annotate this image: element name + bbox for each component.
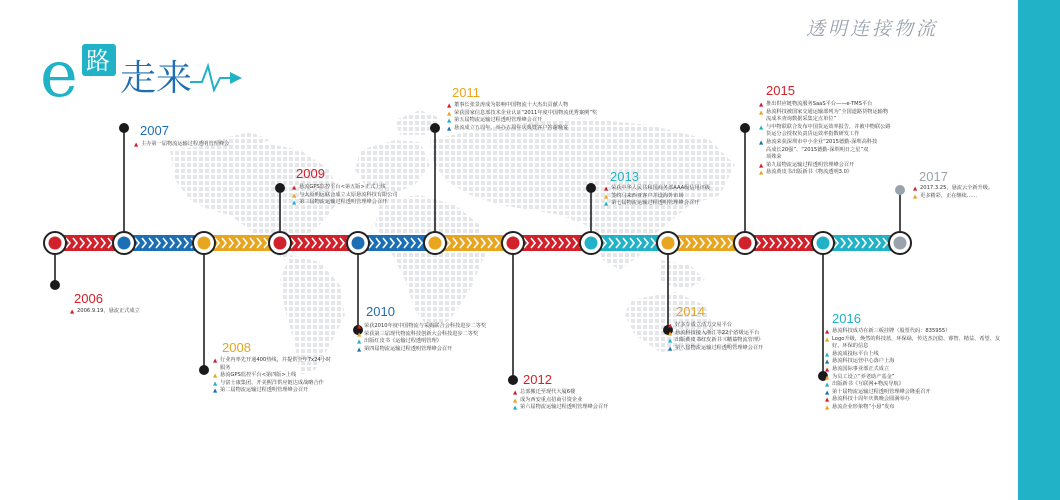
milestone-item-text: 悬流成立五周年，举办五周年庆典暨客户答谢晚宴 [454,124,569,131]
triangle-bullet-icon: ▲ [759,162,764,169]
milestone-item [825,381,1000,389]
triangle-bullet-icon: ▲ [825,351,830,358]
milestone-item [213,372,331,380]
timeline-node-core [817,237,830,250]
milestone-items [513,389,608,412]
triangle-bullet-icon: ▲ [825,404,830,411]
timeline-node-core [429,237,442,250]
triangle-bullet-icon: ▲ [668,323,673,329]
triangle-bullet-icon: ▲ [447,110,452,117]
milestone-item-text: 悬流荣获深圳市中小企业“2015德勤-深圳高科技 高成长20强”、“2015德勤-深圳明日之星”双 项殊荣 [766,138,878,161]
timeline-node-core [274,237,287,250]
milestone-item-text: 悬流国际事业部正式成立 [832,365,890,372]
milestone-item-text: 行业内率先开通400热线，并提供全年7x24小时 服务 [220,357,332,371]
milestone-item-text: 第四届物流运输过程透明管理峰会召开 [364,345,453,352]
pulse-arrow [230,72,242,84]
milestone-year: 2006 [74,291,103,306]
milestone-item [292,199,398,207]
triangle-bullet-icon: ▲ [292,185,297,191]
milestone-item [825,396,1000,404]
timeline-node-core [662,237,675,250]
milestone-item [134,141,229,149]
slogan: 透明连接物流 [806,18,939,40]
milestone-items [825,328,1000,412]
milestone-item [357,346,486,354]
connector-end-dot [119,123,129,133]
milestone-item-text: 董事长张景涛成为影响中国物流十大杰出贡献人物 [454,102,569,108]
milestone-item [70,308,140,316]
triangle-bullet-icon: ▲ [759,170,764,177]
connector-end-dot [275,183,285,193]
milestone-item-text: 悬流科技被国家交通运输部列为“全国道路货物运输物 流成本查询数据采集定点单位” [766,108,889,123]
milestone-item-text: 悬流黄皮书出版新书《物流透明3.0》 [766,169,853,176]
milestone-item-text: 出版新书《互联网+物流导航》 [832,381,904,388]
milestone-year: 2014 [676,304,705,319]
milestone-item [913,185,993,193]
milestone-item-text: 好多车成立活力交易平台 [675,322,733,328]
logo-text: 走来 [120,58,193,99]
milestone-item [825,358,1000,366]
triangle-bullet-icon: ▲ [668,338,673,345]
milestone-item-text: 第六届物流运输过程透明管理峰会召开 [520,404,609,411]
milestone-item-text: 悬流GPS监控平台<第四版>上线 [220,372,297,379]
triangle-bullet-icon: ▲ [513,390,518,396]
milestone-year: 2013 [610,169,639,184]
connector-end-dot [508,375,518,385]
pulse-line [190,66,230,90]
milestone-item-text: 荣获第三届现代物流科技创新大会科技进步二等奖 [364,330,479,337]
timeline-node-core [739,237,752,250]
timeline-node-core [894,237,907,250]
milestone-item [357,338,486,346]
triangle-bullet-icon: ▲ [825,336,830,343]
milestone-year: 2015 [766,83,795,98]
milestone-items [357,323,486,353]
milestone-item-text: 2006.9.19，悬流正式成立 [77,308,140,314]
milestone-item [513,404,608,412]
triangle-bullet-icon: ▲ [759,109,764,116]
milestone-year: 2008 [222,340,251,355]
milestone-item-text: 与太原明远联合成立太原悬流科技有限公司 [299,191,398,198]
milestone-items [913,185,993,200]
triangle-bullet-icon: ▲ [213,388,218,395]
triangle-bullet-icon: ▲ [513,397,518,404]
milestone-item-text: 第七届物流运输过程透明管理峰会召开 [611,200,700,207]
milestone-item-text: 推出供应链物流服务SaaS平台——e-TMS平台 [766,101,873,107]
timeline-node-core [585,237,598,250]
logo [40,38,250,108]
triangle-bullet-icon: ▲ [213,380,218,387]
milestone-item [913,193,993,201]
milestone-year: 2016 [832,311,861,326]
milestone-year: 2009 [296,166,325,181]
milestone-item-text: 签约马来西亚客户并设海外市场 [611,192,684,199]
milestone-item-text: 总部搬迁至现代大厦6楼 [520,389,576,395]
logo-badge: 路 [86,47,110,75]
triangle-bullet-icon: ▲ [447,103,452,109]
connector-end-dot [740,123,750,133]
triangle-bullet-icon: ▲ [825,359,830,366]
milestone-item-text: 第八届物流运输过程透明管理峰会召开 [675,344,764,351]
milestone-year: 2012 [523,372,552,387]
triangle-bullet-icon: ▲ [134,142,139,148]
triangle-bullet-icon: ▲ [825,397,830,404]
triangle-bullet-icon: ▲ [825,389,830,396]
triangle-bullet-icon: ▲ [604,201,609,208]
triangle-bullet-icon: ▲ [604,193,609,200]
milestone-item [759,169,891,177]
connector-end-dot [586,183,596,193]
triangle-bullet-icon: ▲ [825,374,830,381]
milestone-item-text: 出版黄皮书红皮新书《精益物流管理》 [675,337,764,344]
milestone-year: 2010 [366,304,395,319]
milestone-item-text: 第十届物流运输过程透明管理峰会隆重召开 [832,388,931,395]
milestone-item [825,336,1000,351]
triangle-bullet-icon: ▲ [668,345,673,352]
milestone-item-text: 2017.3.25，悬流云全新升级。 [920,185,994,191]
milestone-items [759,101,891,177]
milestone-item [759,109,891,124]
triangle-bullet-icon: ▲ [292,200,297,207]
milestone-item [668,337,763,345]
milestone-item-text: 荣获2010年度中国物流与采购联合会科技进步二等奖 [364,323,487,329]
milestone-item-text: 悬流企业形象物“小悬”发布 [832,403,895,410]
milestone-item-text: 悬流GPS监控平台<第五版>正式上线 [299,184,386,190]
connector-end-dot [199,365,209,375]
triangle-bullet-icon: ▲ [825,382,830,389]
milestone-item [447,102,597,110]
milestone-item [604,185,710,193]
triangle-bullet-icon: ▲ [825,366,830,373]
triangle-bullet-icon: ▲ [513,405,518,412]
triangle-bullet-icon: ▲ [759,124,764,131]
triangle-bullet-icon: ▲ [213,358,218,364]
triangle-bullet-icon: ▲ [357,331,362,338]
milestone-year: 2011 [452,85,480,100]
milestone-item [447,117,597,125]
milestone-item [213,357,331,372]
milestone-item-text: 出版红皮书《运输过程透明管理》 [364,338,442,345]
milestone-items [213,357,331,395]
milestone-item [604,200,710,208]
triangle-bullet-icon: ▲ [825,329,830,335]
milestone-item-text: 荣获国家信息部技术企业认证“2011年度中国物流优秀案例”奖 [454,109,598,116]
milestone-item-text: 更多精彩，正在继续…… [920,192,978,199]
milestone-item [668,345,763,353]
timeline-node-core [49,237,62,250]
milestone-year: 2007 [140,123,169,138]
milestone-item-text: 悬流科技接入浙江等22个省级运平台 [675,329,760,336]
milestone-item-text: 与富士康集团、开美熙洋供应链达成战略合作 [220,379,324,386]
triangle-bullet-icon: ▲ [70,309,75,315]
milestone-item-text: 主办第一届物流运输过程透明管理峰会 [141,141,230,147]
milestone-year: 2017 [919,169,948,184]
milestone-item-text: 第五届物流运输过程透明管理峰会召开 [454,117,543,124]
milestone-item-text: 悬流科技运营中心落户上海 [832,358,895,365]
triangle-bullet-icon: ▲ [913,186,918,192]
timeline-node-core [198,237,211,250]
milestone-item [213,387,331,395]
milestone-item-text: 荣获中华人民共和国商务部AAA级信用评级 [611,185,711,191]
milestone-item-text: 悬流成投标平台上线 [832,350,879,357]
connector-end-dot [895,185,905,195]
triangle-bullet-icon: ▲ [447,125,452,132]
milestone-item [357,323,486,331]
milestone-item-text: Logo升级，焕然的科技蓝，环保绿，传达杰沉稳、睿智、精益、希望、友 好、环保的信息 [832,335,1001,350]
milestone-items [70,308,140,316]
milestone-item [759,124,891,139]
triangle-bullet-icon: ▲ [759,139,764,146]
triangle-bullet-icon: ▲ [357,346,362,353]
milestone-item [668,322,763,330]
milestone-item-text: 悬流科技成功在新三板挂牌（股票代码：835955） [832,328,951,334]
logo-letter: e [40,38,78,108]
milestone-item-text: 为员工设立“养老助产基金” [832,373,895,380]
triangle-bullet-icon: ▲ [357,324,362,330]
connector-end-dot [430,123,440,133]
milestone-item-text: 第三届物流运输过程透明管理峰会召开 [299,199,388,206]
triangle-bullet-icon: ▲ [292,192,297,199]
milestone-item-text: 第九届物流运输过程透明管理峰会召开 [766,161,855,168]
milestone-item [759,139,891,162]
milestone-item-text: 成为西安重点招商引资企业 [520,396,583,403]
milestone-item-text: 与中物联联合发布中国货运效率报告，并被中物联公路 货运分会授权负责货运效率指数研发工作 [766,123,891,138]
milestone-item [292,184,398,192]
timeline-node-core [118,237,131,250]
timeline-node-core [507,237,520,250]
triangle-bullet-icon: ▲ [913,193,918,200]
milestone-item [759,101,891,109]
milestone-item [447,125,597,133]
triangle-bullet-icon: ▲ [604,186,609,192]
milestone-item-text: 第二届物流运输过程透明管理峰会召开 [220,387,309,394]
milestone-items [134,141,229,149]
milestone-item-text: 悬流科技十周年庆典晚会圆满举办 [832,396,910,403]
triangle-bullet-icon: ▲ [357,339,362,346]
triangle-bullet-icon: ▲ [668,330,673,337]
triangle-bullet-icon: ▲ [213,373,218,380]
timeline-node-core [352,237,365,250]
triangle-bullet-icon: ▲ [447,118,452,125]
milestone-item [513,389,608,397]
milestone-item [825,366,1000,374]
triangle-bullet-icon: ▲ [759,102,764,108]
milestone-items [292,184,398,207]
milestone-item [825,404,1000,412]
connector-end-dot [50,280,60,290]
milestone-items [447,102,597,132]
milestone-items [604,185,710,208]
milestone-item [825,328,1000,336]
milestone-items [668,322,763,352]
